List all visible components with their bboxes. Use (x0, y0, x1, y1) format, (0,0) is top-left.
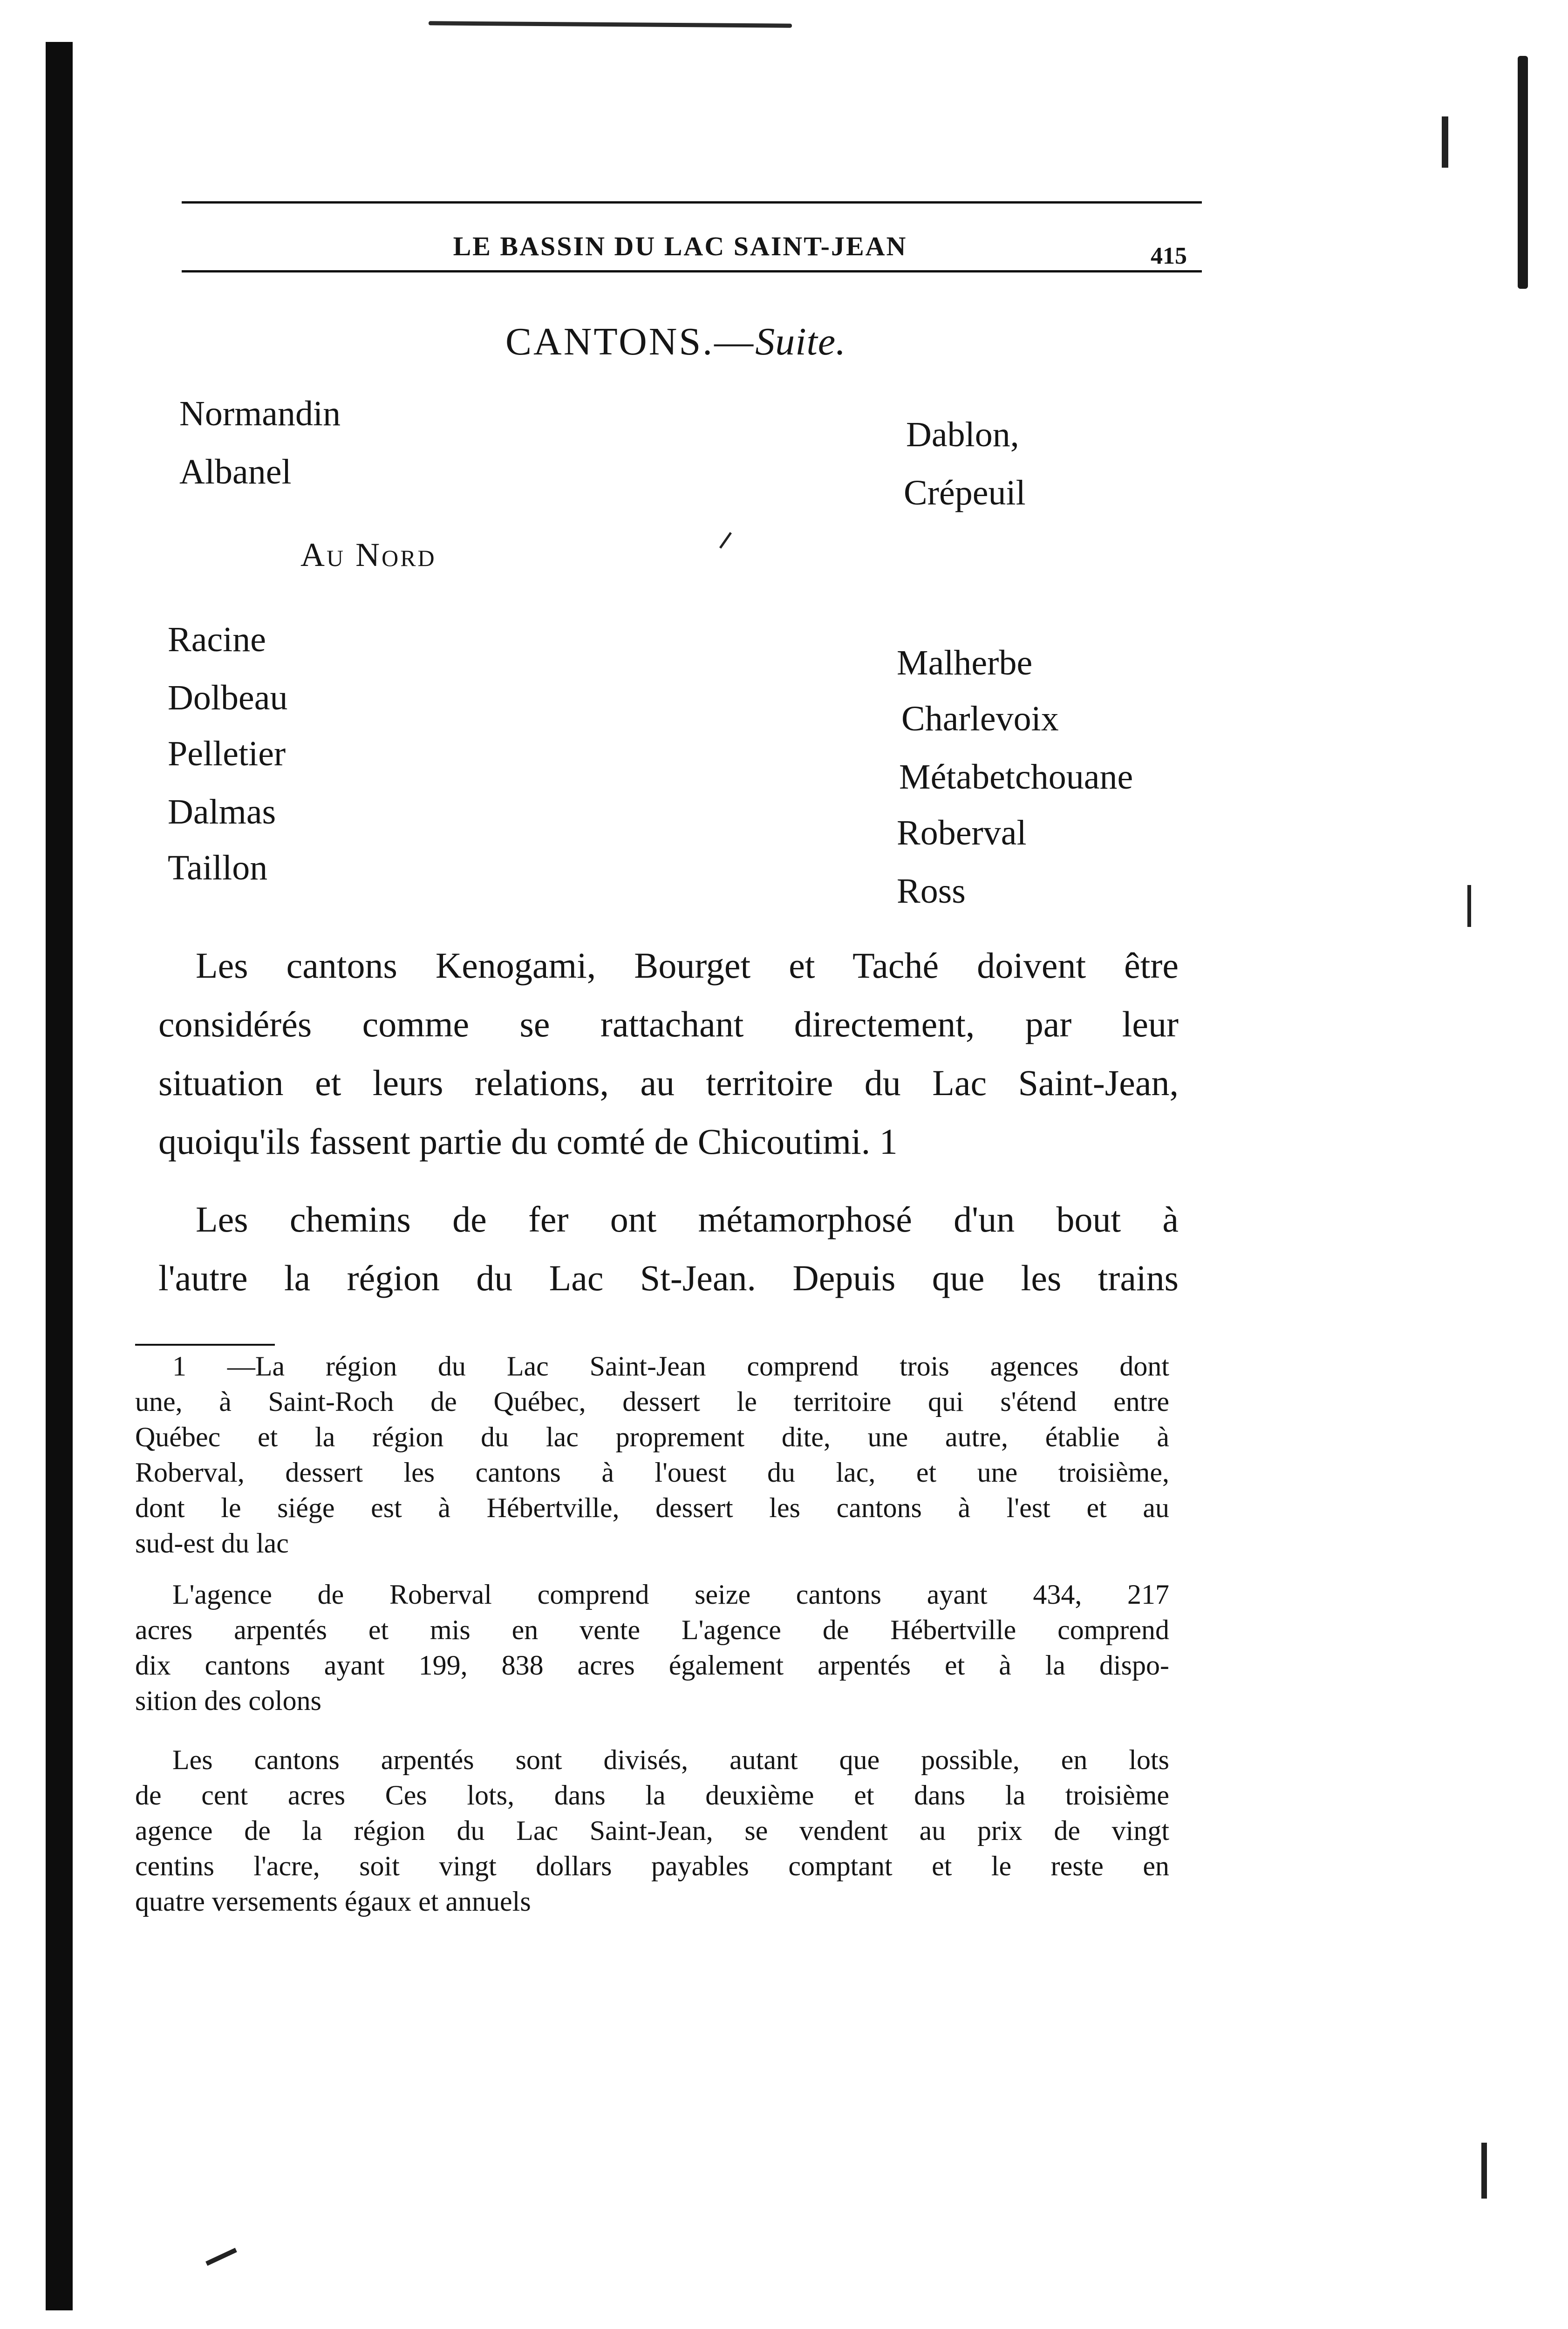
footnote-line: dont le siége est à Hébertville, dessert les cantons à l'est et au (135, 1492, 1169, 1523)
canton-name: Dablon, (906, 415, 1019, 454)
canton-name: Dolbeau (168, 678, 288, 717)
text-line: considérés comme se rattachant directement, par leur (158, 1004, 1179, 1044)
running-head: LE BASSIN DU LAC SAINT-JEAN (453, 231, 907, 261)
canton-name: Racine (168, 620, 266, 659)
footnote-line: de cent acres Ces lots, dans la deuxième et dans la troisième (135, 1780, 1169, 1811)
canton-name: Normandin (179, 394, 341, 433)
header-rule-bottom (182, 270, 1202, 272)
canton-name: Taillon (168, 848, 268, 887)
scan-speck (1467, 885, 1471, 927)
text-line: quoiqu'ils fassent partie du comté de Chicoutimi. 1 (158, 1121, 898, 1162)
footnote-line: L'agence de Roberval comprend seize cantons ayant 434, 217 (172, 1579, 1169, 1610)
footnote-line: 1 —La région du Lac Saint-Jean comprend trois agences dont (172, 1351, 1169, 1382)
text-line: Les cantons Kenogami, Bourget et Taché doivent être (196, 945, 1179, 986)
canton-name: Malherbe (897, 643, 1033, 682)
canton-name: Métabetchouane (899, 757, 1133, 797)
scan-top-smudge (429, 21, 792, 27)
footnote-line: Québec et la région du lac proprement dite, une autre, établie à (135, 1422, 1169, 1452)
footnote-block (135, 1577, 1169, 1718)
footnote-line: acres arpentés et mis en vente L'agence de Hébertville comprend (135, 1614, 1169, 1645)
footnote-line: sud-est du lac (135, 1528, 289, 1559)
page-number: 415 (1151, 243, 1187, 269)
scan-speck (719, 532, 732, 549)
canton-name: Charlevoix (901, 699, 1059, 738)
footnote-separator (135, 1344, 275, 1346)
canton-name: Crépeuil (904, 473, 1026, 512)
footnote-line: dix cantons ayant 199, 838 acres également arpentés et à la dispo- (135, 1650, 1169, 1681)
body-paragraph (158, 1190, 1179, 1308)
section-title-main: CANTONS.— (505, 320, 756, 363)
canton-name: Pelletier (168, 734, 286, 773)
canton-name: Roberval (897, 813, 1027, 852)
canton-name: Dalmas (168, 792, 276, 831)
footnote-line: une, à Saint-Roch de Québec, dessert le territoire qui s'étend entre (135, 1386, 1169, 1417)
footnote-block (135, 1348, 1169, 1561)
scan-speck (1481, 2143, 1487, 2199)
subhead-au-nord: Au Nord (300, 536, 436, 573)
scan-right-edge-shadow (1518, 56, 1528, 289)
scan-speck (1442, 116, 1448, 168)
text-line: Les chemins de fer ont métamorphosé d'un bout à (196, 1199, 1179, 1239)
canton-name: Ross (897, 872, 966, 911)
header-rule-top (182, 201, 1202, 204)
footnote-line: agence de la région du Lac Saint-Jean, se vendent au prix de vingt (135, 1815, 1169, 1846)
footnote-line: quatre versements égaux et annuels (135, 1886, 531, 1917)
section-title-suffix: Suite. (755, 320, 846, 363)
footnote-line: centins l'acre, soit vingt dollars payables comptant et le reste en (135, 1851, 1169, 1881)
footnote-line: Roberval, dessert les cantons à l'ouest du lac, et une troisième, (135, 1457, 1169, 1488)
text-line: situation et leurs relations, au territoire du Lac Saint-Jean, (158, 1062, 1179, 1103)
section-title (505, 319, 846, 364)
text-line: l'autre la région du Lac St-Jean. Depuis que les trains (158, 1258, 1179, 1298)
canton-name: Albanel (179, 452, 292, 491)
scan-speck (205, 2248, 237, 2266)
body-paragraph (158, 936, 1179, 1171)
footnote-line: Les cantons arpentés sont divisés, autant que possible, en lots (172, 1744, 1169, 1775)
footnote-block (135, 1742, 1169, 1919)
footnote-line: sition des colons (135, 1685, 321, 1716)
scan-binding-shadow (46, 42, 73, 2310)
